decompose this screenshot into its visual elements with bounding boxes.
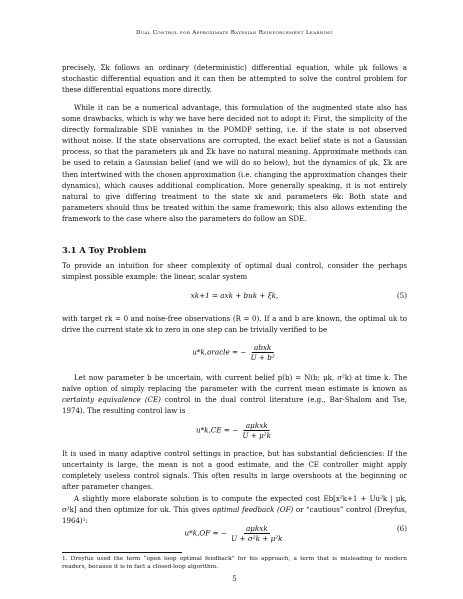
equation-6-lhs: u*k,OF = − <box>184 528 227 538</box>
equation-6-denominator: U + σ²k + μ²k <box>231 534 283 543</box>
equation-ce-numerator: aμkxk <box>245 421 268 430</box>
paragraph-1-text: precisely, Σk follows an ordinary (deterministic) differential equation, while μk follows a stochastic differential equation and it can then be attempted to solve the control problem for these differential equations more directly. <box>62 63 407 95</box>
equation-oracle-expression <box>192 343 277 362</box>
section-heading: 3.1 A Toy Problem <box>62 245 147 255</box>
paragraph-5-emphasis: certainty equivalence (CE) <box>62 395 161 405</box>
paragraph-2-text: While it can be a numerical advantage, this formulation of the augmented state also has some drawbacks, which is why we have here decided not to adopt it: First, the simplicity of the directly formalizable SDE vanishes in the POMDP setting, i.e. if the state is not observed without noise. If the state observations are corrupted, the exact belief state is not a Gaussian process, so that the parameters μk and Σk have no natural meaning. Approximate methods can be used to retain a Gaussian belief (and we will do so below), but the dynamics of μk, Σk are then intertwined with the chosen approximation (i.e. changing the approximation changes their dynamics), which causes additional complication. More generally speaking, it is not entirely natural to give differing treatment to the state xk and parameters θk: Both state and parameters should thus be treated within the same framework; this also allows extending the framework to the case where also the parameters do follow an SDE. <box>62 103 407 223</box>
footnote-rule <box>62 552 182 553</box>
paragraph-1 <box>62 62 407 95</box>
equation-ce-expression <box>196 421 273 440</box>
equation-oracle-numerator: abxk <box>254 343 272 352</box>
page-number: 5 <box>232 575 237 583</box>
paragraph-5-part-a: Let now parameter b be uncertain, with current belief p(b) = N(b; μk, σ²k) at time k. The naïve option of simply replacing the parameter with the current mean estimate is known as <box>62 373 407 394</box>
paragraph-7-emphasis: optimal feedback (OF) <box>212 505 294 515</box>
equation-6 <box>62 520 407 550</box>
paragraph-3 <box>62 260 407 282</box>
paragraph-4-text: with target rk = 0 and noise-free observations (R = 0). If a and b are known, the optimal uk to drive the current state xk to zero in one step can be trivially verified to be <box>62 314 407 335</box>
paragraph-2 <box>62 102 407 224</box>
equation-oracle <box>62 339 407 369</box>
equation-ce-denominator: U + μ²k <box>242 431 272 440</box>
equation-ce-fraction <box>240 421 273 440</box>
equation-oracle-denominator: U + b² <box>250 353 275 362</box>
equation-6-fraction <box>229 524 284 543</box>
equation-5-number: (5) <box>396 291 407 300</box>
paragraph-5 <box>62 372 407 416</box>
equation-5-expression: xk+1 = axk + buk + ξk, <box>190 291 279 300</box>
paragraph-6 <box>62 448 407 492</box>
equation-oracle-lhs: u*k,oracle = − <box>192 347 247 357</box>
paragraph-5-part-b: control in the dual control literature (e.g., Bar-Shalom and Tse, 1974). The resulting control law is <box>62 395 407 416</box>
paragraph-6-text: It is used in many adaptive control settings in practice, but has substantial deficiencies: If the uncertainty is large, the mean is not a good estimate, and the CE controller might apply completely useless control signals. This often results in large overshoots at the beginning or after parameter changes. <box>62 449 407 492</box>
paragraph-5-text <box>62 372 407 416</box>
running-head: Dual Control for Approximate Bayesian Reinforcement Learning <box>136 30 333 36</box>
equation-6-number: (6) <box>396 524 407 533</box>
equation-ce-lhs: u*k,CE = − <box>195 425 239 435</box>
equation-ce <box>62 417 407 447</box>
equation-6-numerator: aμkxk <box>245 524 268 533</box>
equation-6-expression <box>185 524 285 543</box>
equation-5 <box>62 287 407 311</box>
equation-oracle-fraction <box>249 343 277 362</box>
footnote: 1. Dreyfus used the term “open loop optimal feedback” for his approach, a term that is misleading to modern readers, because it is in fact a closed-loop algorithm. <box>62 556 407 571</box>
paragraph-7-part-b: or “cautious” control (Dreyfus, 1964)¹: <box>62 505 407 526</box>
paragraph-4 <box>62 313 407 335</box>
paragraph-3-text: To provide an intuition for sheer complexity of optimal dual control, consider the perhaps simplest possible example: the linear, scalar system <box>62 261 407 282</box>
paragraph-7-part-a: A slightly more elaborate solution is to compute the expected cost Eb[x²k+1 + Uu²k | μk, σ²k] and then optimize for uk. This gives <box>62 494 407 515</box>
